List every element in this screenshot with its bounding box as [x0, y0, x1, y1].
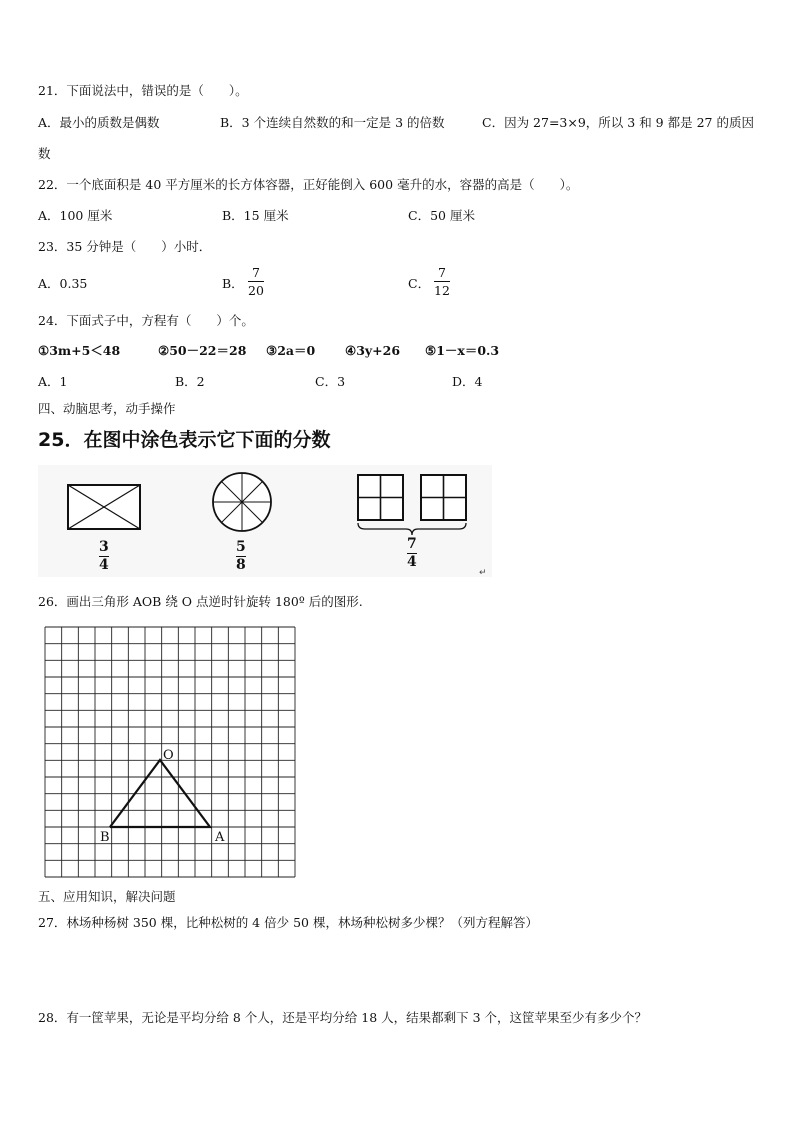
fraction-numerator: 7: [251, 265, 260, 280]
fraction-denominator: 20: [248, 283, 264, 298]
q24-item-4: ④3y+26: [345, 343, 401, 358]
section-4-heading: 四、动脑思考，动手操作: [38, 401, 176, 416]
q27-stem: 27．林场种杨树 350 棵，比种松树的 4 倍少 50 棵，林场种松树多少棵？（列方程解答）: [38, 915, 538, 930]
section-5-heading: 五、应用知识，解决问题: [38, 889, 176, 904]
q21-option-b: B．3 个连续自然数的和一定是 3 的倍数: [220, 115, 445, 130]
q24-option-d: D．4: [452, 374, 483, 389]
fraction-5-8: [236, 540, 246, 573]
q28-stem: 28．有一筐苹果，无论是平均分给 8 个人，还是平均分给 18 人，结果都剩下 3 个，这筐苹果至少有多少个？: [38, 1010, 648, 1025]
q21-option-c: C．因为 27=3×9，所以 3 和 9 都是 27 的质因: [482, 115, 754, 130]
q23-stem: 23．35 分钟是（ ）小时．: [38, 239, 212, 254]
q22-option-b: B．15 厘米: [222, 208, 289, 223]
q24-option-a: A．1: [38, 374, 68, 389]
q25-stem: 25．在图中涂色表示它下面的分数: [38, 429, 331, 451]
fraction-denominator: 4: [99, 557, 109, 573]
q24-item-5: ⑤1－x＝0.3: [425, 343, 500, 358]
q24-item-1: ①3m+5＜48: [38, 343, 121, 358]
q23-option-a: A．0.35: [38, 276, 88, 291]
svg-text:↵: ↵: [479, 568, 487, 577]
q21-option-a: A．最小的质数是偶数: [38, 115, 160, 130]
fraction-bar: [434, 281, 450, 282]
q22-option-c: C．50 厘米: [408, 208, 475, 223]
q23-option-b-label: B．: [222, 276, 244, 291]
q22-stem: 22．一个底面积是 40 平方厘米的长方体容器，正好能倒入 600 毫升的水，容器的高是（ ）。: [38, 177, 579, 192]
q24-item-3: ③2a＝0: [266, 343, 316, 358]
fraction-3-4: [99, 540, 109, 573]
fraction-denominator: 4: [407, 554, 417, 570]
q22-option-a: A．100 厘米: [38, 208, 113, 223]
fraction-numerator: 7: [407, 536, 417, 552]
q23-option-c-fraction: [434, 265, 450, 298]
fraction-bar: [248, 281, 264, 282]
rectangle-figure: [68, 485, 140, 529]
q23-option-c-label: C．: [408, 276, 431, 291]
fraction-7-4: [407, 537, 417, 570]
q23-option-b-fraction: [248, 265, 264, 298]
fraction-numerator: 3: [99, 539, 109, 555]
fraction-numerator: 5: [236, 539, 246, 555]
q21-stem: 21．下面说法中，错误的是（ ）。: [38, 83, 248, 98]
label-point-b: B: [100, 830, 110, 845]
q24-option-b: B．2: [175, 374, 205, 389]
label-point-a: A: [215, 830, 225, 845]
q24-stem: 24．下面式子中，方程有（ ）个。: [38, 313, 254, 328]
q26-stem: 26．画出三角形 AOB 绕 O 点逆时针旋转 180º 后的图形.: [38, 594, 363, 609]
fraction-denominator: 8: [236, 557, 246, 573]
q21-option-c-continued: 数: [38, 146, 51, 161]
label-point-o: O: [163, 748, 174, 763]
q24-item-2: ②50－22＝28: [158, 343, 247, 358]
circle-figure: [213, 473, 271, 531]
fraction-denominator: 12: [434, 283, 450, 298]
fraction-numerator: 7: [437, 265, 446, 280]
q24-option-c: C．3: [315, 374, 346, 389]
